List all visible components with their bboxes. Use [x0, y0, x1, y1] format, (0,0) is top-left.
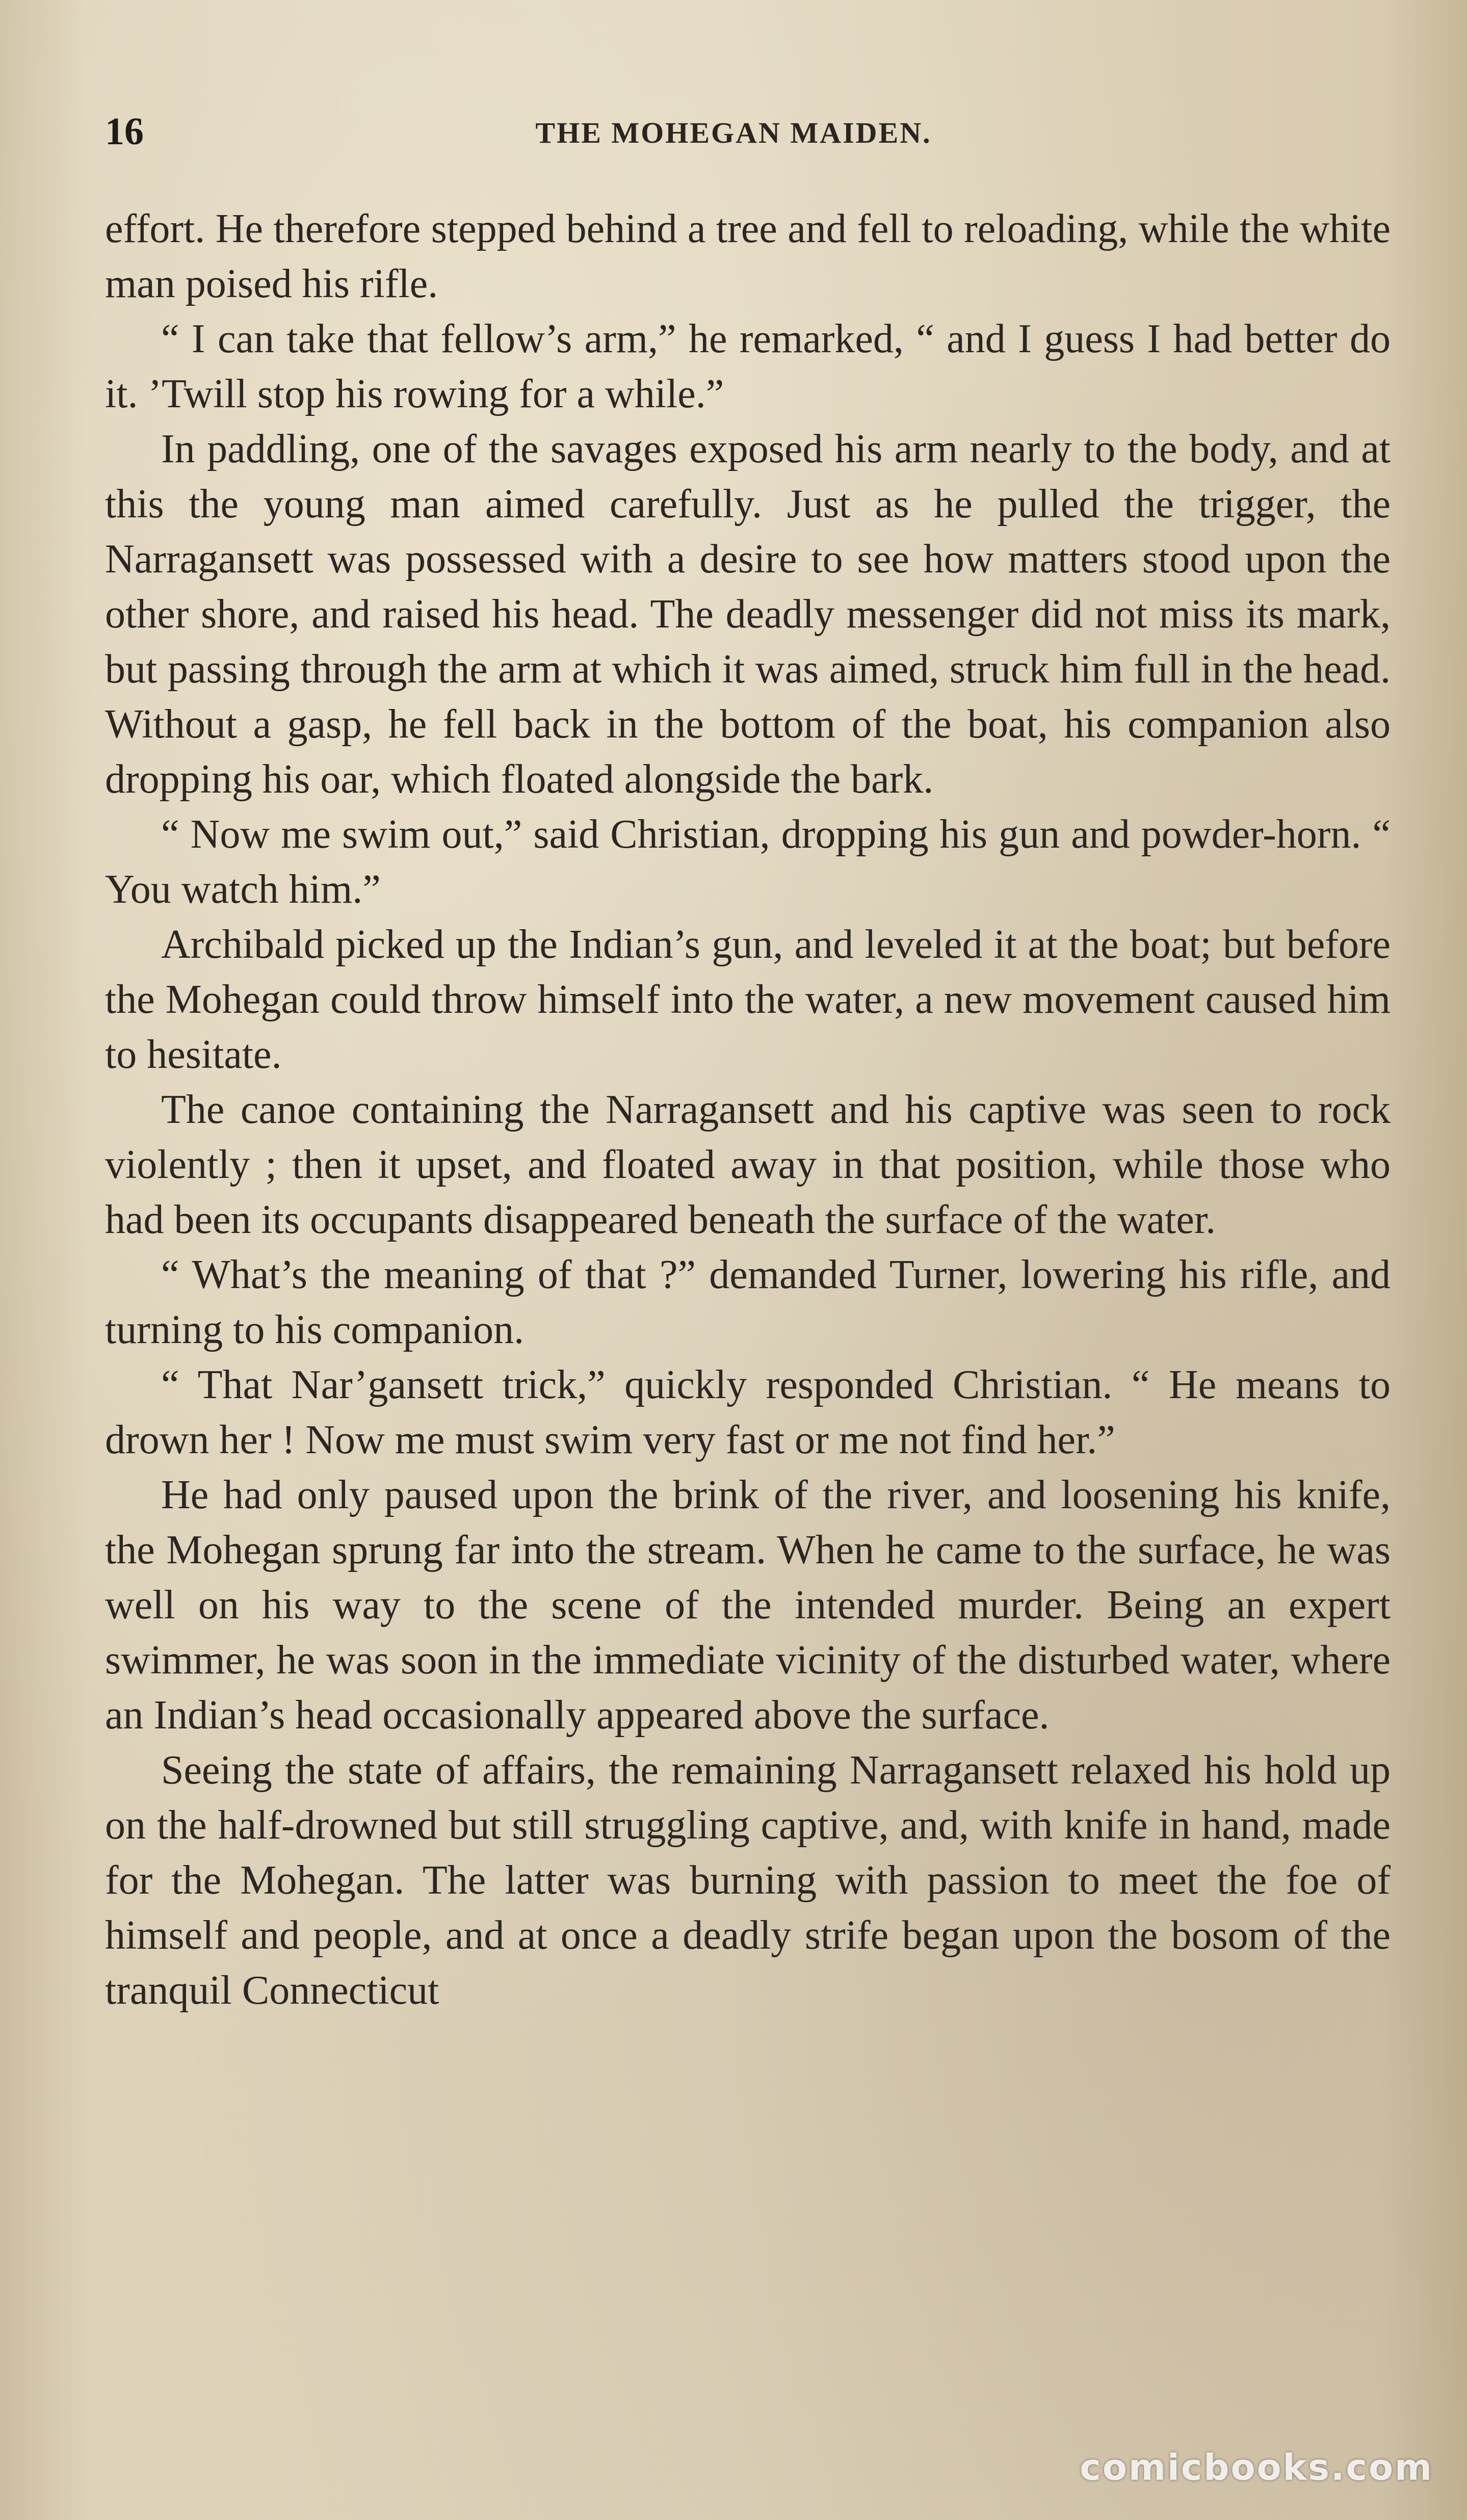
page-header [105, 110, 1362, 155]
paragraph: The canoe containing the Narragansett and his captive was seen to rock violently ; then it upset, and floated away in that position, while those who had been its occupants disappeared beneath the surface of the water. [105, 1087, 1391, 1242]
paragraph: Seeing the state of affairs, the remaining Narragansett relaxed his hold up on the half-drowned but still struggling captive, and, with knife in hand, made for the Mohegan. The latter was burning with passion to meet the foe of himself and people, and at once a deadly strife began upon the bosom of the tranquil Connecticut [105, 1748, 1391, 2013]
paragraph: “ That Nar’gansett trick,” quickly responded Christian. “ He means to drown her ! Now me must swim very fast or me not find her.” [105, 1362, 1391, 1462]
paragraph: He had only paused upon the brink of the river, and loosening his knife, the Mohegan sprung far into the stream. When he came to the surface, he was well on his way to the scene of the intended murder. Being an expert swimmer, he was soon in the immediate vicinity of the disturbed water, where an Indian’s head occasionally appeared above the surface. [105, 1473, 1391, 1738]
paragraph: In paddling, one of the savages exposed his arm nearly to the body, and at this the young man aimed carefully. Just as he pulled the trigger, the Narragansett was possessed with a desire to see how matters stood upon the other shore, and raised his head. The deadly messenger did not miss its mark, but passing through the arm at which it was aimed, struck him full in the head. Without a gasp, he fell back in the bottom of the boat, his companion also dropping his oar, which floated alongside the bark. [105, 427, 1391, 802]
paragraph: Archibald picked up the Indian’s gun, and leveled it at the boat; but before the Mohegan could throw himself into the water, a new movement caused him to hesitate. [105, 922, 1391, 1077]
paragraph: “ I can take that fellow’s arm,” he remarked, “ and I guess I had better do it. ’Twill stop his rowing for a while.” [105, 317, 1391, 416]
paragraph: effort. He therefore stepped behind a tree and fell to reloading, while the white man poised his rifle. [105, 206, 1391, 306]
running-head: THE MOHEGAN MAIDEN. [535, 116, 932, 149]
page-number: 16 [105, 110, 144, 153]
watermark: comicbooks.com [1080, 2447, 1433, 2488]
body-text [105, 201, 1391, 2018]
paragraph: “ What’s the meaning of that ?” demanded Turner, lowering his rifle, and turning to his companion. [105, 1252, 1391, 1352]
paragraph: “ Now me swim out,” said Christian, dropping his gun and powder-horn. “ You watch him.” [105, 812, 1391, 912]
